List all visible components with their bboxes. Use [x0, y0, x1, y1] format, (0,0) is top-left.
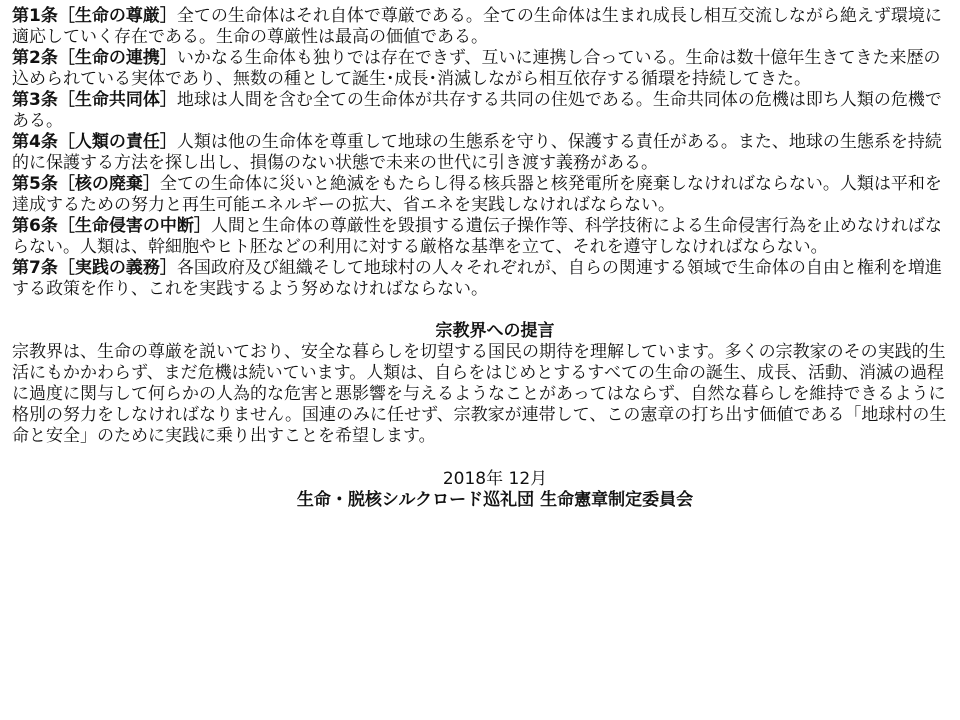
article-2 [12, 48, 948, 90]
charter-document [12, 6, 948, 511]
proposal-title: 宗教界への提言 [435, 321, 555, 341]
article-text: いかなる生命体も独りでは存在できず、互いに連携し合っている。生命は数十億年生きてきた来歴の込められている実体であり、無数の種として誕生･成長･消滅しながら相互依存する循環を持続してきた。 [12, 48, 941, 89]
article-heading: 第3条［生命共同体］ [12, 90, 177, 110]
article-text: 地球は人間を含む全ての生命体が共存する共同の住処である。生命共同体の危機は即ち人類の危機である。 [12, 90, 942, 131]
article-text: 各国政府及び組織そして地球村の人々それぞれが、自らの関連する領域で生命体の自由と権利を増進する政策を作り、これを実践するよう努めなければならない。 [12, 258, 942, 299]
article-list [12, 6, 948, 300]
article-heading: 第5条［核の廃棄］ [12, 174, 160, 194]
article-7 [12, 258, 948, 300]
article-heading: 第6条［生命侵害の中断］ [12, 216, 211, 236]
article-text: 人間と生命体の尊厳性を毀損する遺伝子操作等、科学技術による生命侵害行為を止めなければならない。人類は、幹細胞やヒト胚などの利用に対する厳格な基準を立て、それを遵守しなければならない。 [12, 216, 942, 257]
article-text: 全ての生命体に災いと絶滅をもたらし得る核兵器と核発電所を廃棄しなければならない。人類は平和を達成するための努力と再生可能エネルギーの拡大、省エネを実践しなければならない。 [12, 174, 942, 215]
section-gap [12, 300, 948, 321]
article-1 [12, 6, 948, 48]
article-5 [12, 174, 948, 216]
article-4 [12, 132, 948, 174]
article-heading: 第7条［実践の義務］ [12, 258, 177, 278]
article-text: 人類は他の生命体を尊重して地球の生態系を守り、保護する責任がある。また、地球の生態系を持続的に保護する方法を探し出し、損傷のない状態で未来の世代に引き渡す義務がある。 [12, 132, 942, 173]
proposal-text: 宗教界は、生命の尊厳を説いており、安全な暮らしを切望する国民の期待を理解しています。多くの宗教家のその実践的生活にもかかわらず、まだ危機は続いています。人類は、自らをはじめとするすべての生命の誕生、成長、活動、消滅の過程に過度に関与して何らかの人為的な危害と悪影響を与えるようなことがあってはならず、自然な暮らしを維持できるように格別の努力をしなければなりません。国連のみに任せず、宗教家が連帯して、この憲章の打ち出す価値である「地球村の生命と安全」のために実践に乗り出すことを希望します。 [12, 342, 947, 446]
article-heading: 第4条［人類の責任］ [12, 132, 177, 152]
article-3 [12, 90, 948, 132]
article-6 [12, 216, 948, 258]
footer-date: 2018年 12月 [442, 469, 548, 489]
footer-organization: 生命・脱核シルクロード巡礼団 生命憲章制定委員会 [296, 490, 694, 510]
article-heading: 第2条［生命の連携］ [12, 48, 177, 68]
article-heading: 第1条［生命の尊厳］ [12, 6, 177, 26]
article-text: 全ての生命体はそれ自体で尊厳である。全ての生命体は生まれ成長し相互交流しながら絶えず環境に適応していく存在である。生命の尊厳性は最高の価値である。 [12, 6, 942, 47]
